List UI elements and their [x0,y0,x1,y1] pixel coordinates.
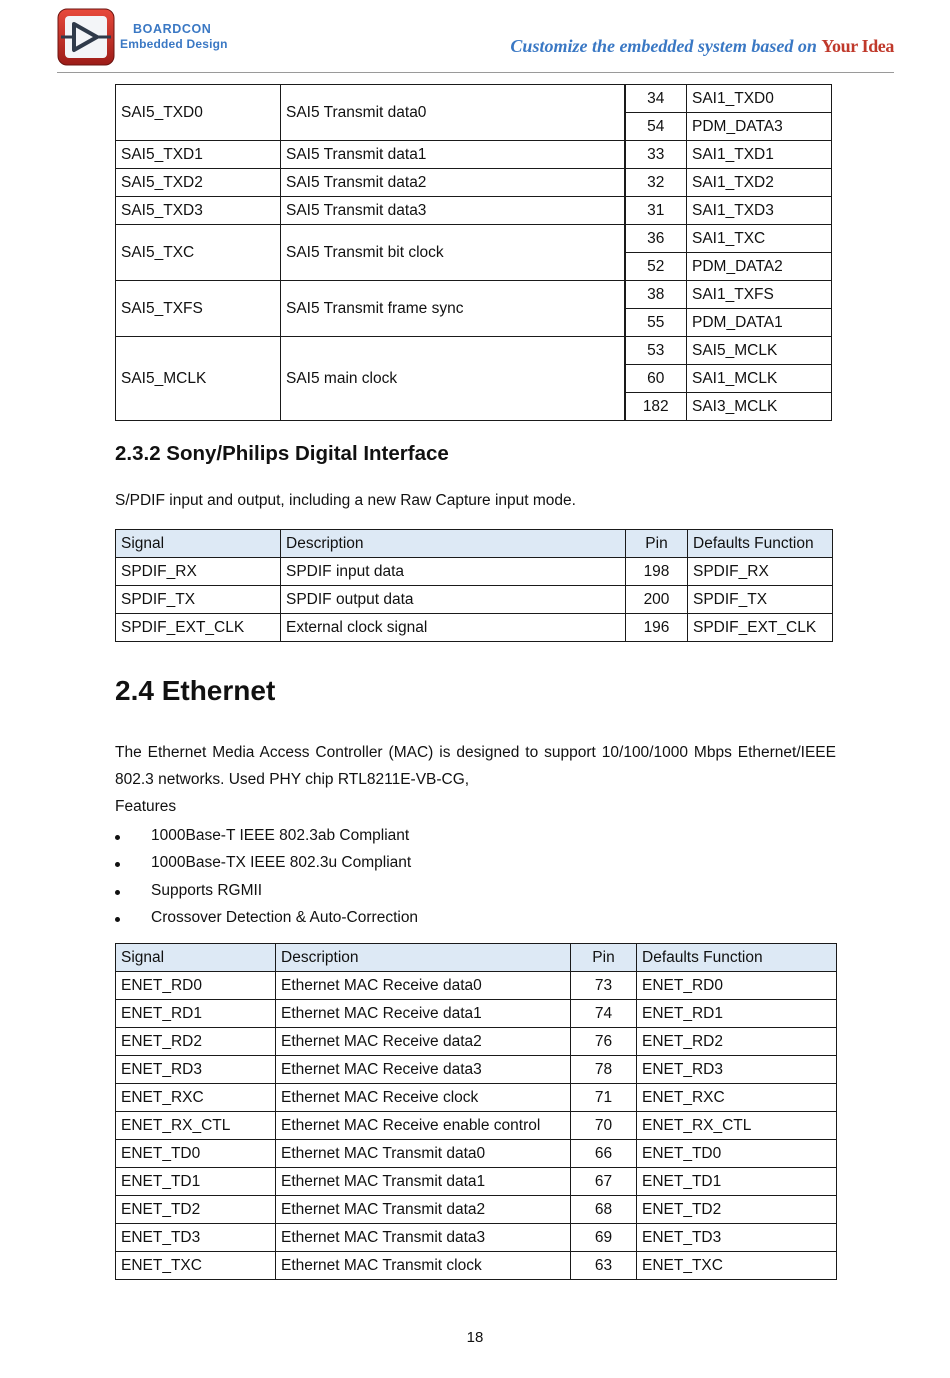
signal-cell: ENET_RXC [116,1084,276,1112]
function-cell: ENET_RD0 [637,972,837,1000]
signal-cell: ENET_TD2 [116,1196,276,1224]
signal-cell: ENET_RD2 [116,1028,276,1056]
function-cell: PDM_DATA2 [687,253,832,281]
function-cell: SPDIF_TX [688,586,833,614]
table-row [116,337,832,365]
pin-cell: 74 [571,1000,637,1028]
list-item [115,822,418,849]
function-cell: SAI1_MCLK [687,365,832,393]
boardcon-logo-icon [57,8,115,66]
pin-cell: 200 [626,586,688,614]
function-cell: ENET_TXC [637,1252,837,1280]
pin-cell: 69 [571,1224,637,1252]
pin-cell: 33 [625,141,687,169]
signal-cell: SAI5_TXD1 [116,141,281,169]
table-row [116,1196,837,1224]
column-header: Pin [571,944,637,972]
description-cell: SAI5 main clock [281,337,625,421]
function-cell: ENET_TD0 [637,1140,837,1168]
pin-cell: 78 [571,1056,637,1084]
table-row [116,281,832,309]
brand-name: BOARDCON [133,22,212,36]
pin-cell: 67 [571,1168,637,1196]
function-cell: SAI1_TXD2 [687,169,832,197]
feature-text: Supports RGMII [151,881,263,899]
description-cell: Ethernet MAC Receive data3 [276,1056,571,1084]
description-cell: SPDIF input data [281,558,626,586]
pin-cell: 76 [571,1028,637,1056]
feature-text: 1000Base-TX IEEE 802.3u Compliant [151,854,412,872]
description-cell: External clock signal [281,614,626,642]
description-cell: SAI5 Transmit data1 [281,141,625,169]
column-header: Signal [116,530,281,558]
pin-cell: 60 [625,365,687,393]
description-cell: Ethernet MAC Transmit data0 [276,1140,571,1168]
description-cell: SAI5 Transmit frame sync [281,281,625,337]
pin-cell: 182 [625,393,687,421]
bullet-icon [115,890,120,895]
description-cell: Ethernet MAC Transmit data2 [276,1196,571,1224]
signal-cell: SAI5_TXFS [116,281,281,337]
sai5-pin-table [115,84,832,421]
table-row [116,1252,837,1280]
bullet-icon [115,835,120,840]
pin-cell: 54 [625,113,687,141]
table-header-row [116,944,837,972]
function-cell: ENET_TD2 [637,1196,837,1224]
table-header-row [116,530,833,558]
table-row [116,1056,837,1084]
function-cell: ENET_TD3 [637,1224,837,1252]
features-label: Features [115,798,177,815]
function-cell: SAI5_MCLK [687,337,832,365]
function-cell: ENET_RD1 [637,1000,837,1028]
signal-cell: ENET_RX_CTL [116,1112,276,1140]
description-cell: Ethernet MAC Receive clock [276,1084,571,1112]
pin-cell: 53 [625,337,687,365]
table-row [116,1084,837,1112]
description-cell: Ethernet MAC Transmit data1 [276,1168,571,1196]
signal-cell: ENET_TXC [116,1252,276,1280]
slogan-main: Customize the embedded system based on [510,36,822,56]
table-row [116,225,832,253]
pin-cell: 31 [625,197,687,225]
pin-cell: 52 [625,253,687,281]
table-row [116,1112,837,1140]
function-cell: SAI1_TXD3 [687,197,832,225]
signal-cell: SPDIF_TX [116,586,281,614]
ethernet-pin-table [115,943,837,1280]
signal-cell: SAI5_TXD3 [116,197,281,225]
description-cell: Ethernet MAC Receive data1 [276,1000,571,1028]
function-cell: PDM_DATA3 [687,113,832,141]
function-cell: ENET_RX_CTL [637,1112,837,1140]
column-header: Defaults Function [688,530,833,558]
function-cell: SAI3_MCLK [687,393,832,421]
table-row [116,558,833,586]
page-number: 18 [466,1329,484,1346]
bullet-icon [115,917,120,922]
ethernet-intro-line2: 802.3 networks. Used PHY chip RTL8211E-VB-CG, [115,771,470,788]
column-header: Pin [626,530,688,558]
slogan-accent: Your Idea [821,36,894,56]
function-cell: SAI1_TXC [687,225,832,253]
pin-cell: 70 [571,1112,637,1140]
description-cell: SAI5 Transmit bit clock [281,225,625,281]
table-row [116,1224,837,1252]
table-row [116,1000,837,1028]
function-cell: SPDIF_EXT_CLK [688,614,833,642]
description-cell: Ethernet MAC Receive data2 [276,1028,571,1056]
signal-cell: ENET_TD3 [116,1224,276,1252]
table-row [116,141,832,169]
list-item [115,904,418,931]
signal-cell: ENET_TD1 [116,1168,276,1196]
description-cell: SAI5 Transmit data3 [281,197,625,225]
signal-cell: SPDIF_RX [116,558,281,586]
function-cell: SAI1_TXD0 [687,85,832,113]
spdif-pin-table [115,529,833,642]
description-cell: Ethernet MAC Receive data0 [276,972,571,1000]
function-cell: SAI1_TXD1 [687,141,832,169]
feature-text: Crossover Detection & Auto-Correction [151,908,419,926]
pin-cell: 68 [571,1196,637,1224]
pin-cell: 36 [625,225,687,253]
signal-cell: ENET_RD0 [116,972,276,1000]
signal-cell: SAI5_MCLK [116,337,281,421]
table-row [116,614,833,642]
signal-cell: ENET_RD1 [116,1000,276,1028]
table-row [116,972,837,1000]
pin-cell: 34 [625,85,687,113]
table-row [116,169,832,197]
table-row [116,85,832,113]
pin-cell: 38 [625,281,687,309]
pin-cell: 73 [571,972,637,1000]
signal-cell: ENET_TD0 [116,1140,276,1168]
brand-tagline: Embedded Design [120,37,228,51]
section-heading-ethernet: 2.4 Ethernet [115,675,276,706]
signal-cell: SAI5_TXC [116,225,281,281]
table-row [116,1028,837,1056]
description-cell: Ethernet MAC Transmit data3 [276,1224,571,1252]
list-item [115,877,418,904]
pin-cell: 198 [626,558,688,586]
pin-cell: 196 [626,614,688,642]
function-cell: ENET_RXC [637,1084,837,1112]
pin-cell: 63 [571,1252,637,1280]
column-header: Description [281,530,626,558]
bullet-icon [115,862,120,867]
description-cell: Ethernet MAC Transmit clock [276,1252,571,1280]
function-cell: SPDIF_RX [688,558,833,586]
pin-cell: 66 [571,1140,637,1168]
function-cell: ENET_TD1 [637,1168,837,1196]
feature-text: 1000Base-T IEEE 802.3ab Compliant [151,827,410,844]
function-cell: SAI1_TXFS [687,281,832,309]
description-cell: SPDIF output data [281,586,626,614]
pin-cell: 55 [625,309,687,337]
function-cell: ENET_RD3 [637,1056,837,1084]
page-header [0,0,950,80]
table-row [116,586,833,614]
pin-cell: 32 [625,169,687,197]
function-cell: PDM_DATA1 [687,309,832,337]
column-header: Description [276,944,571,972]
spdif-intro: S/PDIF input and output, including a new Raw Capture input mode. [115,492,576,509]
list-item [115,849,418,876]
section-heading-spdif: 2.3.2 Sony/Philips Digital Interface [115,442,449,465]
signal-cell: SPDIF_EXT_CLK [116,614,281,642]
description-cell: SAI5 Transmit data0 [281,85,625,141]
header-slogan [510,36,894,57]
table-row [116,1140,837,1168]
signal-cell: SAI5_TXD2 [116,169,281,197]
description-cell: SAI5 Transmit data2 [281,169,625,197]
column-header: Defaults Function [637,944,837,972]
ethernet-intro-line1: The Ethernet Media Access Controller (MAC) is designed to support 10/100/1000 Mbps Ethernet/IEEE [115,744,836,761]
table-row [116,1168,837,1196]
signal-cell: ENET_RD3 [116,1056,276,1084]
signal-cell: SAI5_TXD0 [116,85,281,141]
function-cell: ENET_RD2 [637,1028,837,1056]
features-list [115,822,418,931]
description-cell: Ethernet MAC Receive enable control [276,1112,571,1140]
table-row [116,197,832,225]
header-divider [57,72,894,73]
pin-cell: 71 [571,1084,637,1112]
column-header: Signal [116,944,276,972]
